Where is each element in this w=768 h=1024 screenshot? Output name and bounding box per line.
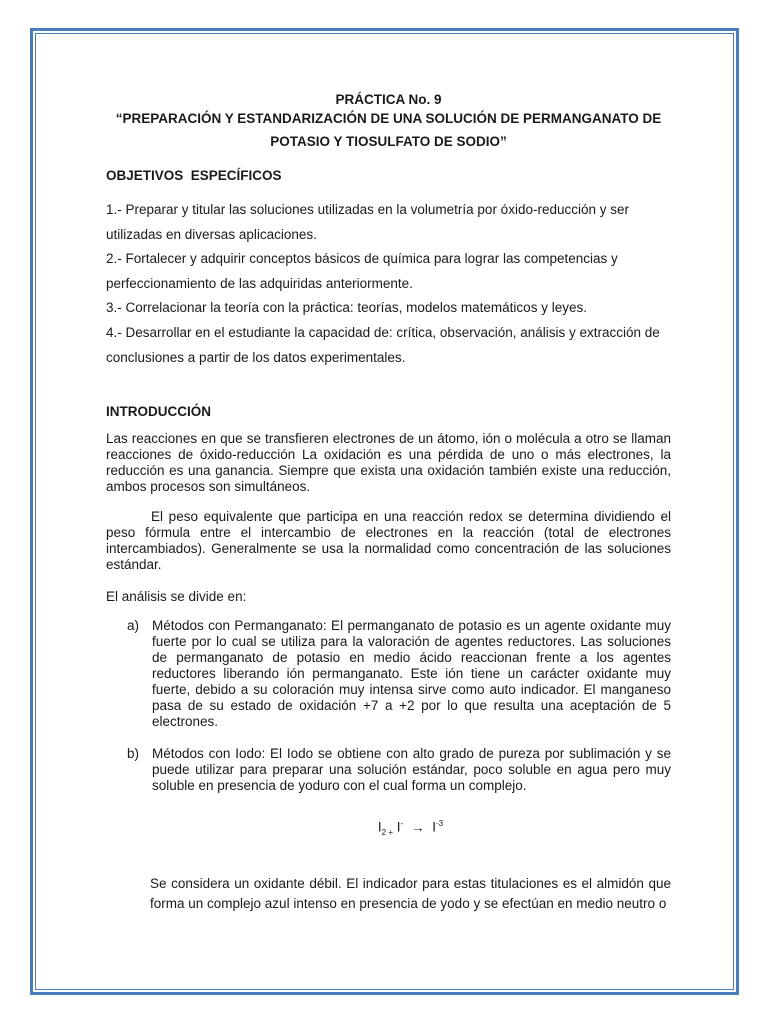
list-item [106, 618, 671, 730]
objective-item: 3.- Correlacionar la teoría con la práctica: teorías, modelos matemáticos y leyes. [106, 300, 587, 316]
methods-list [106, 618, 671, 794]
formula-superscript: -3 [435, 819, 444, 829]
title-line-1: “PREPARACIÓN Y ESTANDARIZACIÓN DE UNA SOLUCIÓN DE PERMANGANATO DE [115, 111, 662, 126]
document-page [106, 92, 671, 913]
title-block [106, 92, 671, 154]
objective-item: 4.- Desarrollar en el estudiante la capacidad de: crítica, observación, análisis y extracción de conclusiones a partir de los datos experimentales. [106, 324, 660, 365]
list-item-text: Métodos con Iodo: El Iodo se obtiene con alto grado de pureza por sublimación y se puede utilizar para preparar una solución estándar, poco soluble en agua pero muy soluble en presencia de yoduro con el cual forma un complejo. [152, 746, 671, 794]
practice-number: PRÁCTICA No. 9 [335, 92, 442, 107]
title-line-2: POTASIO Y TIOSULFATO DE SODIO” [270, 134, 507, 149]
formula-term: I [377, 819, 382, 835]
formula-term: I [396, 819, 401, 835]
formula-subscript: 2 + [381, 828, 393, 838]
list-item [106, 746, 671, 794]
closing-paragraph: Se considera un oxidante débil. El indicador para estas titulaciones es el almidón que forma un complejo azul intenso en presencia de yodo y se efectúan en medio neutro o [150, 876, 671, 911]
objective-item: 2.- Fortalecer y adquirir conceptos básicos de química para lograr las competencias y perfeccionamiento de las adquiridas anteriormente. [106, 251, 618, 291]
intro-paragraph-1: Las reacciones en que se transfieren electrones de un átomo, ión o molécula a otro se llaman reacciones de óxido-reducción La oxidación es una pérdida de uno o más electrones, la reducción es una ganancia. Siempre que exista una oxidación también existe una reducción, ambos procesos son simultáneos. [106, 431, 671, 495]
reaction-arrow: → [410, 819, 425, 835]
formula-superscript: - [400, 819, 404, 829]
formula-term: I [432, 819, 436, 835]
objectives-list [106, 198, 671, 370]
intro-paragraph-3: El análisis se divide en: [106, 589, 247, 605]
intro-paragraph-2: El peso equivalente que participa en una reacción redox se determina dividiendo el peso fórmula entre el intercambio de electrones en la reacción (total de electrones intercambiados). Generalmente se usa la normalidad como concentración de las soluciones estándar. [106, 509, 671, 573]
objective-item: 1.- Preparar y titular las soluciones utilizadas en la volumetría por óxido-reducción y ser utilizadas en diversas aplicaciones. [106, 202, 629, 242]
list-marker: a) [127, 618, 140, 634]
introduction-heading: INTRODUCCIÓN [106, 404, 211, 420]
list-item-text: Métodos con Permanganato: El permanganato de potasio es un agente oxidante muy fuerte por lo cual se utiliza para la valoración de agentes reductores. Las soluciones de permanganato de potasio en medio ácido reaccionan frente a los agentes reductores liberando ión permanganato. Este ión tiene un carácter oxidante muy fuerte, debido a su coloración muy intensa sirve como auto indicador. El manganeso pasa de su estado de oxidación +7 a +2 por lo que resulta una aceptación de 5 electrones. [152, 618, 671, 730]
chemical-equation [106, 819, 671, 837]
list-marker: b) [127, 746, 140, 762]
objectives-heading: OBJETIVOS ESPECÍFICOS [106, 168, 282, 183]
